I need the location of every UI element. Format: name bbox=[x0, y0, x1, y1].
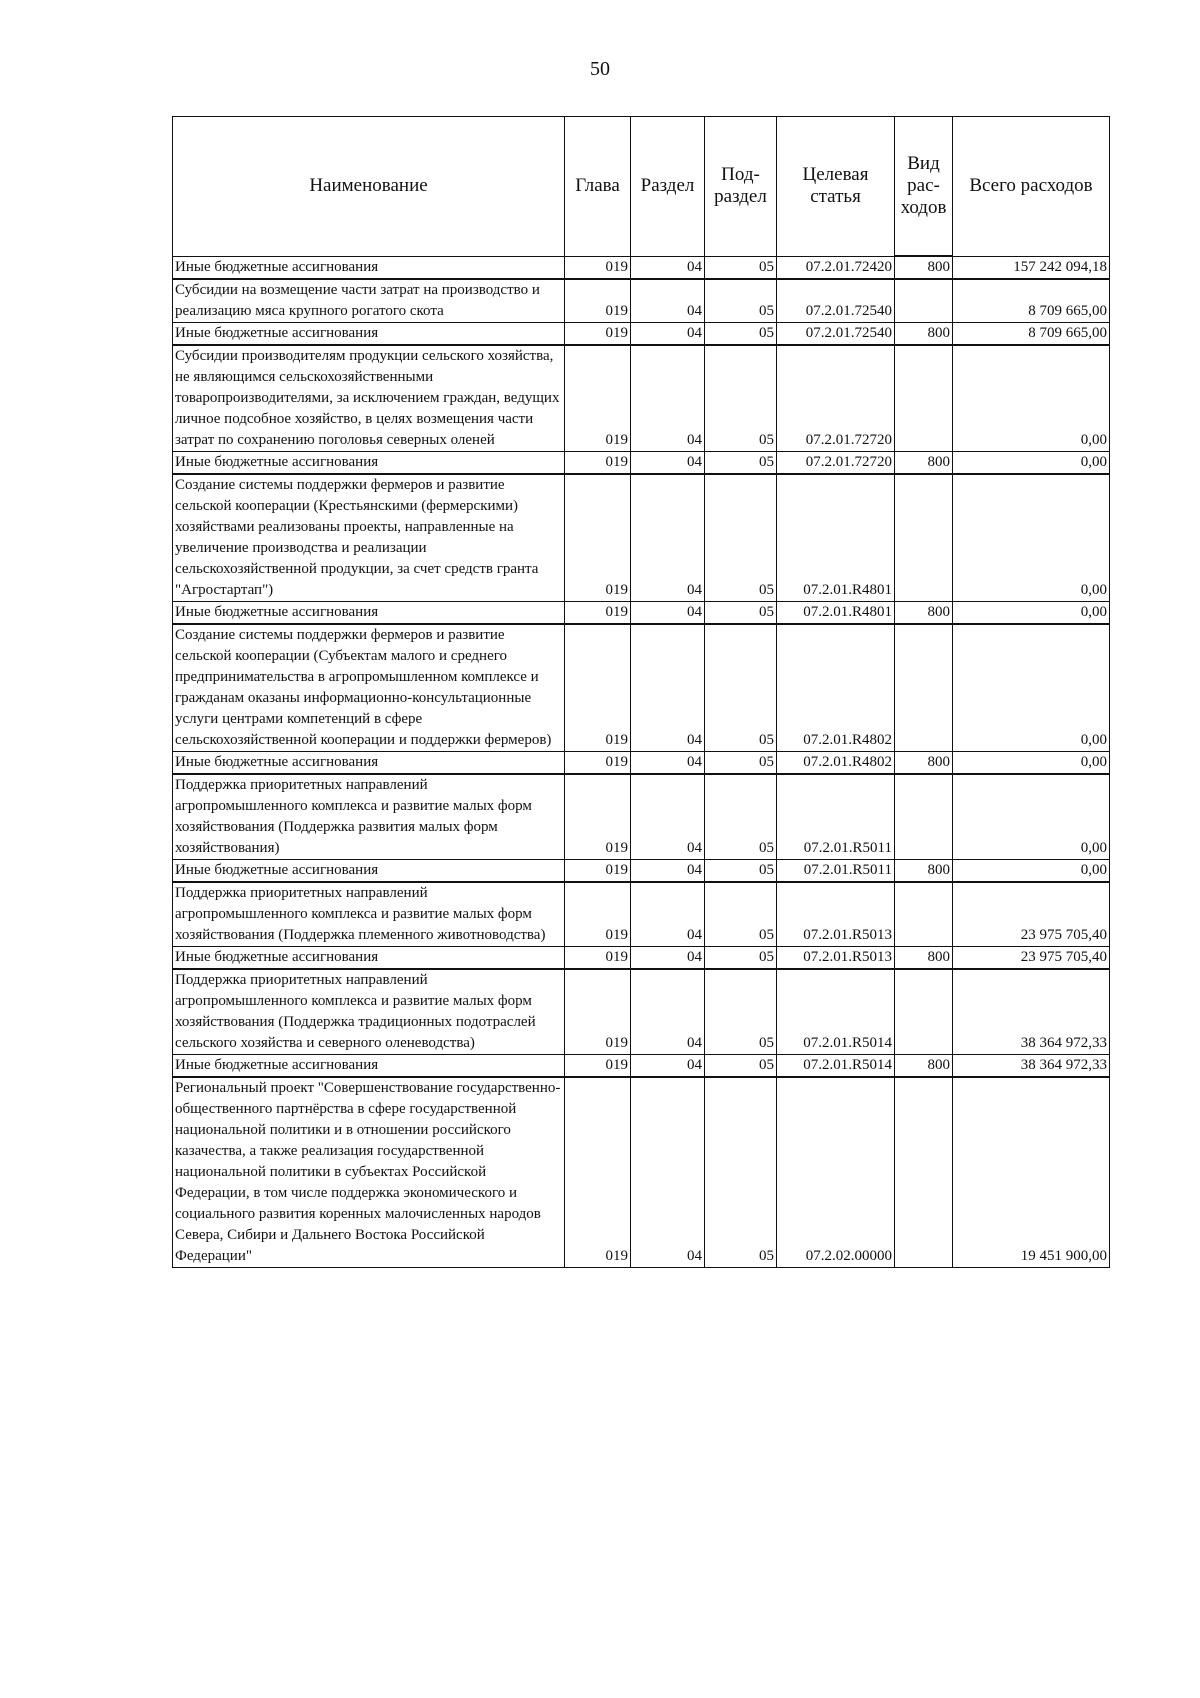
cell-podrazdel: 05 bbox=[705, 345, 777, 452]
cell-vid bbox=[895, 969, 953, 1055]
cell-glava: 019 bbox=[565, 279, 631, 323]
cell-razdel: 04 bbox=[631, 860, 705, 883]
cell-razdel: 04 bbox=[631, 882, 705, 947]
cell-celevaya: 07.2.01.R5011 bbox=[777, 860, 895, 883]
cell-podrazdel: 05 bbox=[705, 474, 777, 602]
cell-razdel: 04 bbox=[631, 452, 705, 475]
cell-celevaya: 07.2.02.00000 bbox=[777, 1077, 895, 1268]
cell-name: Иные бюджетные ассигнования bbox=[173, 323, 565, 346]
cell-razdel: 04 bbox=[631, 323, 705, 346]
cell-podrazdel: 05 bbox=[705, 774, 777, 860]
cell-name: Поддержка приоритетных направлений агропромышленного комплекса и развитие малых форм хозяйствования (Поддержка традиционных подотраслей сельского хозяйства и северного оленеводства) bbox=[173, 969, 565, 1055]
cell-podrazdel: 05 bbox=[705, 1055, 777, 1078]
budget-table bbox=[172, 116, 1110, 1268]
cell-name: Региональный проект "Совершенствование государственно-общественного партнёрства в сфере государственной национальной политики и в отношении российского казачества, а также реализация государственной национальной политики в субъектах Российской Федерации, в том числе поддержка экономического и социального развития коренных малочисленных народов Севера, Сибири и Дальнего Востока Российской Федерации" bbox=[173, 1077, 565, 1268]
table-header-row bbox=[173, 117, 1110, 257]
cell-vid: 800 bbox=[895, 452, 953, 475]
cell-celevaya: 07.2.01.R4802 bbox=[777, 624, 895, 752]
cell-vid: 800 bbox=[895, 860, 953, 883]
cell-celevaya: 07.2.01.R4801 bbox=[777, 602, 895, 625]
cell-glava: 019 bbox=[565, 860, 631, 883]
cell-vid bbox=[895, 474, 953, 602]
cell-vid bbox=[895, 279, 953, 323]
table-body bbox=[173, 256, 1110, 1268]
header-celevaya-line1: Целевая bbox=[802, 164, 869, 186]
cell-glava: 019 bbox=[565, 452, 631, 475]
cell-total: 8 709 665,00 bbox=[953, 279, 1110, 323]
cell-name: Иные бюджетные ассигнования bbox=[173, 602, 565, 625]
cell-glava: 019 bbox=[565, 1077, 631, 1268]
cell-total: 0,00 bbox=[953, 345, 1110, 452]
cell-vid bbox=[895, 1077, 953, 1268]
header-total: Всего расходов bbox=[953, 117, 1110, 257]
cell-razdel: 04 bbox=[631, 774, 705, 860]
cell-name: Субсидии на возмещение части затрат на производство и реализацию мяса крупного рогатого скота bbox=[173, 279, 565, 323]
table-row bbox=[173, 452, 1110, 475]
cell-name: Поддержка приоритетных направлений агропромышленного комплекса и развитие малых форм хозяйствования (Поддержка племенного животноводства) bbox=[173, 882, 565, 947]
cell-total: 0,00 bbox=[953, 452, 1110, 475]
cell-glava: 019 bbox=[565, 323, 631, 346]
table-row bbox=[173, 774, 1110, 860]
header-vid bbox=[895, 117, 953, 257]
cell-celevaya: 07.2.01.R5013 bbox=[777, 882, 895, 947]
cell-glava: 019 bbox=[565, 602, 631, 625]
cell-total: 0,00 bbox=[953, 602, 1110, 625]
cell-podrazdel: 05 bbox=[705, 1077, 777, 1268]
cell-vid bbox=[895, 624, 953, 752]
cell-podrazdel: 05 bbox=[705, 752, 777, 775]
page-number: 50 bbox=[590, 58, 610, 80]
cell-total: 0,00 bbox=[953, 774, 1110, 860]
cell-podrazdel: 05 bbox=[705, 969, 777, 1055]
table-row bbox=[173, 969, 1110, 1055]
cell-celevaya: 07.2.01.72720 bbox=[777, 452, 895, 475]
cell-name: Иные бюджетные ассигнования bbox=[173, 1055, 565, 1078]
cell-total: 0,00 bbox=[953, 474, 1110, 602]
cell-name: Поддержка приоритетных направлений агропромышленного комплекса и развитие малых форм хозяйствования (Поддержка развития малых форм хозяйствования) bbox=[173, 774, 565, 860]
table-row bbox=[173, 860, 1110, 883]
header-vid-line1: Вид bbox=[907, 153, 940, 174]
cell-celevaya: 07.2.01.R5011 bbox=[777, 774, 895, 860]
cell-total: 23 975 705,40 bbox=[953, 882, 1110, 947]
cell-celevaya: 07.2.01.72420 bbox=[777, 256, 895, 279]
cell-celevaya: 07.2.01.R5014 bbox=[777, 969, 895, 1055]
cell-vid: 800 bbox=[895, 752, 953, 775]
table-row bbox=[173, 474, 1110, 602]
cell-podrazdel: 05 bbox=[705, 947, 777, 970]
cell-glava: 019 bbox=[565, 882, 631, 947]
header-vid-line3: ходов bbox=[900, 197, 947, 218]
cell-glava: 019 bbox=[565, 256, 631, 279]
cell-razdel: 04 bbox=[631, 752, 705, 775]
cell-glava: 019 bbox=[565, 947, 631, 970]
cell-razdel: 04 bbox=[631, 1055, 705, 1078]
table-row bbox=[173, 279, 1110, 323]
cell-vid: 800 bbox=[895, 947, 953, 970]
cell-total: 0,00 bbox=[953, 860, 1110, 883]
cell-name: Иные бюджетные ассигнования bbox=[173, 860, 565, 883]
header-celevaya-line2: статья bbox=[810, 186, 861, 208]
cell-glava: 019 bbox=[565, 774, 631, 860]
cell-podrazdel: 05 bbox=[705, 602, 777, 625]
header-podrazdel-line1: Под- bbox=[721, 164, 760, 186]
cell-vid bbox=[895, 774, 953, 860]
cell-podrazdel: 05 bbox=[705, 860, 777, 883]
cell-total: 19 451 900,00 bbox=[953, 1077, 1110, 1268]
cell-podrazdel: 05 bbox=[705, 323, 777, 346]
table-row bbox=[173, 602, 1110, 625]
cell-celevaya: 07.2.01.R5014 bbox=[777, 1055, 895, 1078]
header-podrazdel bbox=[705, 117, 777, 257]
cell-razdel: 04 bbox=[631, 256, 705, 279]
header-razdel: Раздел bbox=[631, 117, 705, 257]
cell-podrazdel: 05 bbox=[705, 279, 777, 323]
table-row bbox=[173, 1055, 1110, 1078]
cell-glava: 019 bbox=[565, 624, 631, 752]
cell-total: 38 364 972,33 bbox=[953, 1055, 1110, 1078]
table-row bbox=[173, 624, 1110, 752]
cell-celevaya: 07.2.01.R4801 bbox=[777, 474, 895, 602]
cell-razdel: 04 bbox=[631, 969, 705, 1055]
cell-glava: 019 bbox=[565, 752, 631, 775]
cell-podrazdel: 05 bbox=[705, 624, 777, 752]
table-row bbox=[173, 1077, 1110, 1268]
cell-podrazdel: 05 bbox=[705, 256, 777, 279]
cell-razdel: 04 bbox=[631, 345, 705, 452]
cell-razdel: 04 bbox=[631, 624, 705, 752]
cell-name: Иные бюджетные ассигнования bbox=[173, 452, 565, 475]
header-glava: Глава bbox=[565, 117, 631, 257]
header-name: Наименование bbox=[173, 117, 565, 257]
cell-total: 0,00 bbox=[953, 752, 1110, 775]
table-row bbox=[173, 882, 1110, 947]
cell-glava: 019 bbox=[565, 1055, 631, 1078]
cell-glava: 019 bbox=[565, 969, 631, 1055]
cell-total: 0,00 bbox=[953, 624, 1110, 752]
cell-name: Субсидии производителям продукции сельского хозяйства, не являющимся сельскохозяйственными товаропроизводителями, за исключением граждан, ведущих личное подсобное хозяйство, в целях возмещения части затрат по сохранению поголовья северных оленей bbox=[173, 345, 565, 452]
cell-total: 23 975 705,40 bbox=[953, 947, 1110, 970]
table-row bbox=[173, 256, 1110, 279]
cell-celevaya: 07.2.01.R5013 bbox=[777, 947, 895, 970]
cell-total: 8 709 665,00 bbox=[953, 323, 1110, 346]
cell-celevaya: 07.2.01.72540 bbox=[777, 279, 895, 323]
cell-vid: 800 bbox=[895, 602, 953, 625]
cell-glava: 019 bbox=[565, 345, 631, 452]
cell-razdel: 04 bbox=[631, 947, 705, 970]
cell-vid: 800 bbox=[895, 256, 953, 279]
cell-name: Создание системы поддержки фермеров и развитие сельской кооперации (Крестьянскими (фермерскими) хозяйствами реализованы проекты, направленные на увеличение производства и реализации сельскохозяйственной продукции, за счет средств гранта "Агростартап") bbox=[173, 474, 565, 602]
cell-name: Иные бюджетные ассигнования bbox=[173, 256, 565, 279]
cell-name: Иные бюджетные ассигнования bbox=[173, 947, 565, 970]
cell-name: Создание системы поддержки фермеров и развитие сельской кооперации (Субъектам малого и среднего предпринимательства в агропромышленном комплексе и гражданам оказаны информационно-консультационные услуги центрами компетенций в сфере сельскохозяйственной кооперации и поддержки фермеров) bbox=[173, 624, 565, 752]
cell-vid: 800 bbox=[895, 323, 953, 346]
cell-total: 38 364 972,33 bbox=[953, 969, 1110, 1055]
cell-celevaya: 07.2.01.72540 bbox=[777, 323, 895, 346]
cell-glava: 019 bbox=[565, 474, 631, 602]
table-row bbox=[173, 752, 1110, 775]
cell-razdel: 04 bbox=[631, 602, 705, 625]
cell-name: Иные бюджетные ассигнования bbox=[173, 752, 565, 775]
cell-vid bbox=[895, 345, 953, 452]
header-vid-line2: рас- bbox=[907, 175, 940, 196]
cell-total: 157 242 094,18 bbox=[953, 256, 1110, 279]
cell-vid: 800 bbox=[895, 1055, 953, 1078]
cell-razdel: 04 bbox=[631, 1077, 705, 1268]
header-celevaya bbox=[777, 117, 895, 257]
table-row bbox=[173, 345, 1110, 452]
table-row bbox=[173, 947, 1110, 970]
cell-podrazdel: 05 bbox=[705, 452, 777, 475]
header-podrazdel-line2: раздел bbox=[714, 186, 767, 208]
cell-razdel: 04 bbox=[631, 279, 705, 323]
table-row bbox=[173, 323, 1110, 346]
cell-podrazdel: 05 bbox=[705, 882, 777, 947]
cell-razdel: 04 bbox=[631, 474, 705, 602]
cell-celevaya: 07.2.01.72720 bbox=[777, 345, 895, 452]
cell-vid bbox=[895, 882, 953, 947]
cell-celevaya: 07.2.01.R4802 bbox=[777, 752, 895, 775]
